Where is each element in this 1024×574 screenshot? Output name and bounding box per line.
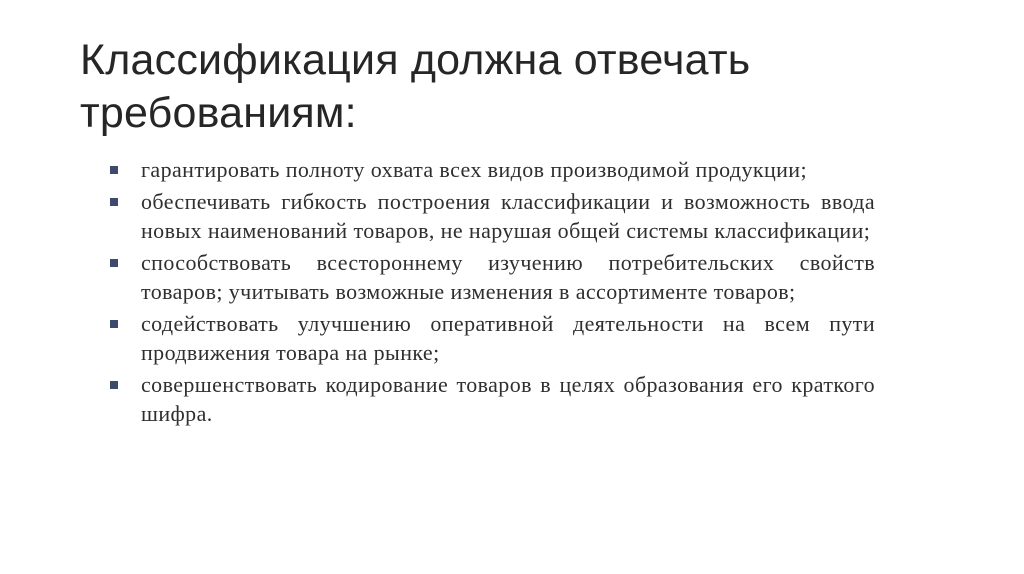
list-item bbox=[105, 155, 875, 184]
list-item-text: обеспечивать гибкость построения классификации и возможность ввода новых наименований товаров, не нарушая общей системы классификации; bbox=[141, 189, 875, 243]
list-item bbox=[105, 309, 875, 367]
requirements-list bbox=[105, 155, 875, 431]
square-bullet-icon bbox=[110, 320, 118, 328]
list-item-text: гарантировать полноту охвата всех видов производимой продукции; bbox=[141, 157, 807, 182]
list-item bbox=[105, 248, 875, 306]
square-bullet-icon bbox=[110, 259, 118, 267]
list-item bbox=[105, 370, 875, 428]
list-item-text: содействовать улучшению оперативной деятельности на всем пути продвижения товара на рынке; bbox=[141, 311, 875, 365]
list-item-text: совершенствовать кодирование товаров в целях образования его краткого шифра. bbox=[141, 372, 875, 426]
slide-title: Классификация должна отвечать требованиям: bbox=[80, 36, 751, 137]
square-bullet-icon bbox=[110, 166, 118, 174]
list-item bbox=[105, 187, 875, 245]
square-bullet-icon bbox=[110, 381, 118, 389]
list-item-text: способствовать всестороннему изучению потребительских свойств товаров; учитывать возможные изменения в ассортименте товаров; bbox=[141, 250, 875, 304]
square-bullet-icon bbox=[110, 198, 118, 206]
